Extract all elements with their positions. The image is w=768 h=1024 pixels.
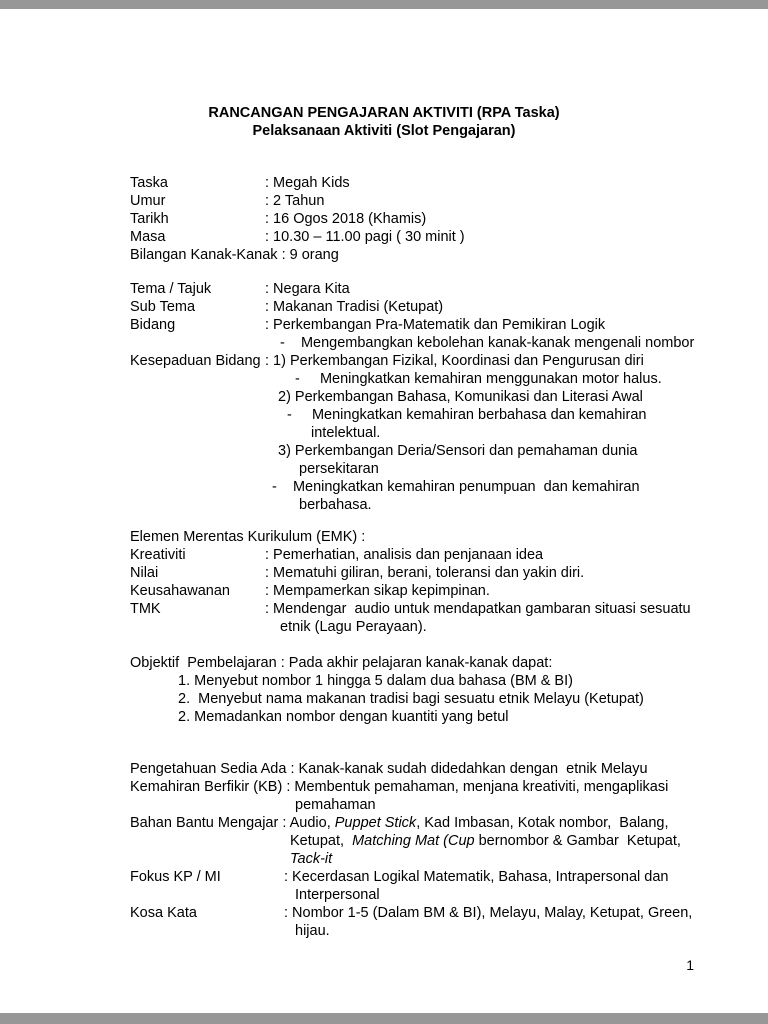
- page-top-border: [0, 0, 768, 9]
- field-value: : Pemerhatian, analisis dan penjanaan idea: [265, 547, 544, 563]
- field-row-masa: [130, 228, 696, 246]
- info-block: [130, 174, 696, 264]
- field-label: Nilai: [130, 565, 159, 581]
- field-value: : Pada akhir pelajaran kanak-kanak dapat:: [280, 655, 553, 671]
- continuation-line: - Meningkatkan kemahiran berbahasa dan kemahiran: [287, 407, 647, 423]
- field-row-kreativiti: [130, 546, 696, 564]
- continuation-line: 3) Perkembangan Deria/Sensori dan pemahaman dunia: [278, 443, 638, 459]
- document-content: [0, 174, 768, 940]
- continuation-line-fokus: Interpersonal: [295, 887, 380, 903]
- field-value: : Perkembangan Pra-Matematik dan Pemikiran Logik: [265, 317, 606, 333]
- continuation-line: - Meningkatkan kemahiran menggunakan motor halus.: [295, 371, 662, 387]
- field-value: [282, 814, 668, 832]
- field-value: : 1) Perkembangan Fizikal, Koordinasi dan Pengurusan diri: [265, 353, 644, 369]
- field-value: : 10.30 – 11.00 pagi ( 30 minit ): [265, 229, 465, 245]
- bahan-segment: , Kad Imbasan, Kotak nombor, Balang,: [416, 815, 669, 831]
- field-row-kosa: [130, 904, 696, 922]
- bahan-segment: bernombor & Gambar Ketupat,: [478, 833, 681, 849]
- field-label: Objektif Pembelajaran: [130, 655, 281, 671]
- field-value: : 9 orang: [281, 247, 339, 263]
- field-value: : Makanan Tradisi (Ketupat): [265, 299, 444, 315]
- continuation-line-bidang-note: - Mengembangkan kebolehan kanak-kanak mengenali nombor: [280, 335, 695, 351]
- emk-block: [130, 528, 696, 636]
- field-value: : 16 Ogos 2018 (Khamis): [265, 211, 427, 227]
- field-value: : Megah Kids: [265, 175, 350, 191]
- field-row-taska: [130, 174, 696, 192]
- field-value: : Negara Kita: [265, 281, 350, 297]
- field-row-bidang: [130, 316, 696, 334]
- field-label: Tarikh: [130, 211, 169, 227]
- field-value: : Membentuk pemahaman, menjana kreativiti, mengaplikasi: [286, 779, 669, 795]
- field-row-bilangan: [130, 246, 696, 264]
- field-label: Taska: [130, 175, 168, 191]
- field-label: Kreativiti: [130, 547, 186, 563]
- field-value: : Nombor 1-5 (Dalam BM & BI), Melayu, Malay, Ketupat, Green,: [284, 905, 693, 921]
- field-value: : Kecerdasan Logikal Matematik, Bahasa, Intrapersonal dan: [284, 869, 669, 885]
- bahan-segment-italic: Matching Mat (Cup: [352, 833, 479, 849]
- field-row-bahan: [130, 814, 696, 832]
- field-label: Masa: [130, 229, 166, 245]
- continuation-line-bahan: [130, 832, 696, 850]
- objective-item: 2. Menyebut nama makanan tradisi bagi sesuatu etnik Melayu (Ketupat): [178, 691, 644, 707]
- field-value: : Mempamerkan sikap kepimpinan.: [265, 583, 490, 599]
- field-row-fokus: [130, 868, 696, 886]
- continuation-line-kemahiran: pemahaman: [295, 797, 376, 813]
- field-label: Tema / Tajuk: [130, 281, 212, 297]
- continuation-line-bahan: [130, 850, 696, 868]
- continuation-line: berbahasa.: [299, 497, 372, 513]
- field-label: Sub Tema: [130, 299, 196, 315]
- tema-block: [130, 280, 696, 514]
- field-value: : 2 Tahun: [265, 193, 325, 209]
- field-row-keusahawanan: [130, 582, 696, 600]
- field-row-pengetahuan: [130, 760, 696, 778]
- continuation-line-kosa: hijau.: [295, 923, 330, 939]
- field-label: Bahan Bantu Mengajar: [130, 815, 283, 831]
- bahan-segment: Ketupat,: [290, 833, 353, 849]
- field-row-nilai: [130, 564, 696, 582]
- title-line-1: RANCANGAN PENGAJARAN AKTIVITI (RPA Taska): [208, 105, 560, 121]
- field-row-kemahiran: [130, 778, 696, 796]
- field-row-tema-tajuk: [130, 280, 696, 298]
- objektif-block: [130, 654, 696, 726]
- page-bottom-border: [0, 1013, 768, 1024]
- field-label: Bidang: [130, 317, 176, 333]
- field-row-objektif: [130, 654, 696, 672]
- field-row-sub-tema: [130, 298, 696, 316]
- field-row-umur: [130, 192, 696, 210]
- field-row-tarikh: [130, 210, 696, 228]
- title-line-2: Pelaksanaan Aktiviti (Slot Pengajaran): [252, 123, 516, 139]
- details-block: [130, 760, 696, 940]
- field-label: Kosa Kata: [130, 905, 197, 921]
- field-label: Pengetahuan Sedia Ada: [130, 761, 291, 777]
- field-row-kesepaduan: [130, 352, 696, 370]
- continuation-line: 2) Perkembangan Bahasa, Komunikasi dan Literasi Awal: [278, 389, 643, 405]
- field-row-tmk: [130, 600, 696, 618]
- field-value: : Kanak-kanak sudah didedahkan dengan etnik Melayu: [290, 761, 648, 777]
- bahan-segment-italic: Tack-it: [290, 851, 333, 867]
- emk-heading: Elemen Merentas Kurikulum (EMK) :: [130, 529, 366, 545]
- field-label: TMK: [130, 601, 161, 617]
- page-number: 1: [686, 957, 694, 973]
- field-value: : Mematuhi giliran, berani, toleransi dan yakin diri.: [265, 565, 585, 581]
- field-label: Kemahiran Berfikir (KB): [130, 779, 287, 795]
- field-label: Umur: [130, 193, 166, 209]
- continuation-line-tmk: etnik (Lagu Perayaan).: [280, 619, 427, 635]
- objective-item: 2. Memadankan nombor dengan kuantiti yang betul: [178, 709, 509, 725]
- bahan-segment: : Audio,: [282, 815, 335, 831]
- field-label: Kesepaduan Bidang: [130, 353, 261, 369]
- document-title: [0, 0, 768, 140]
- field-label: Fokus KP / MI: [130, 869, 221, 885]
- objective-item: 1. Menyebut nombor 1 hingga 5 dalam dua bahasa (BM & BI): [178, 673, 573, 689]
- field-label: Keusahawanan: [130, 583, 230, 599]
- bahan-segment-italic: Puppet Stick: [334, 815, 417, 831]
- continuation-line: intelektual.: [311, 425, 381, 441]
- continuation-line: - Meningkatkan kemahiran penumpuan dan kemahiran: [272, 479, 640, 495]
- field-label: Bilangan Kanak-Kanak: [130, 247, 282, 263]
- field-value: : Mendengar audio untuk mendapatkan gambaran situasi sesuatu: [265, 601, 691, 617]
- continuation-line: persekitaran: [299, 461, 379, 477]
